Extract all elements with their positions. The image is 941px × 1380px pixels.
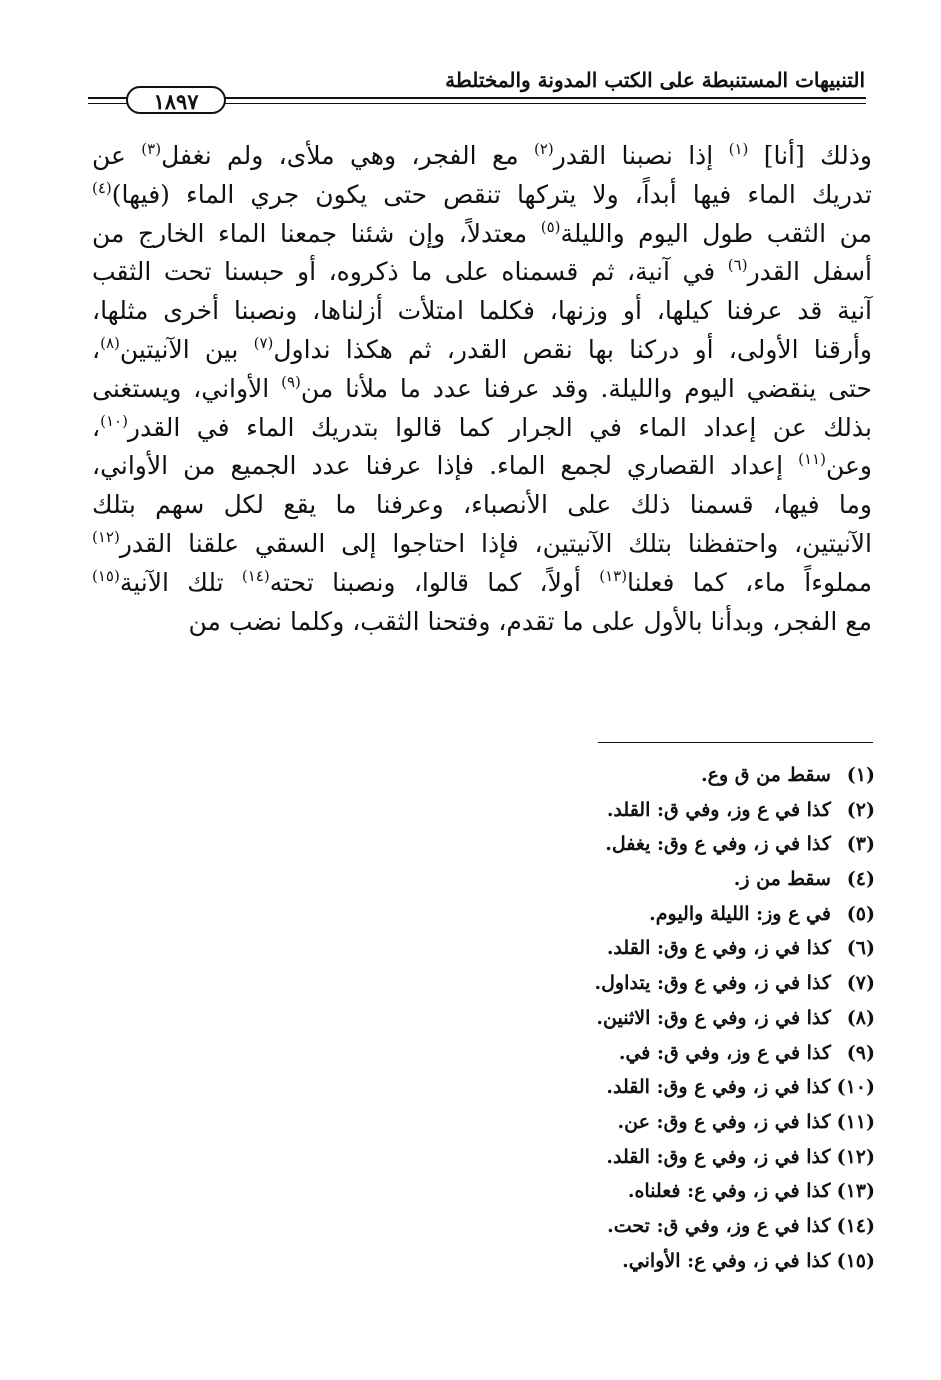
text-line [92,292,872,331]
footnote-marker: (١٢) [92,527,120,546]
footnote-item [420,1001,875,1036]
footnote-item [420,827,875,862]
footnote-marker: (٦) [727,256,748,275]
text-line [92,486,872,525]
footnote-number: (٣) [846,833,875,856]
footnote-text: سقط من ق وع. [701,764,831,786]
page-number: ١٨٩٧ [126,86,226,114]
footnote-number: (٨) [846,1006,875,1029]
footnote-marker: (١٤) [241,566,270,585]
text-segment: أولاً، كما قالوا، ونصبنا تحته [269,567,600,597]
footnote-number: (١٠) [836,1076,875,1099]
text-segment: بذلك عن إعداد الماء في الجرار كما قالوا بتدريك الماء في القدر [127,412,872,442]
footnote-item [420,931,875,966]
text-segment: الأواني، ويستغنى [92,373,282,403]
footnote-text: كذا في ز، وفي ع وق: الاثنين. [596,1006,831,1029]
footnote-text: كذا في ز، وفي ع وق: القلد. [606,937,831,960]
footnote-number: (١) [846,764,875,786]
running-header-title: التنبيهات المستنبطة على الكتب المدونة والمختلطة [445,68,865,92]
footnote-item [420,966,875,1001]
text-line [92,215,872,254]
footnote-item [420,897,875,932]
footnote-number: (١٥) [836,1249,875,1272]
footnote-number: (٧) [846,972,875,995]
text-segment: وما فيها، قسمنا ذلك على الأنصباء، وعرفنا ما يقع لكل سهم بتلك [92,490,872,520]
text-line [92,564,872,603]
footnote-item [420,793,875,828]
text-segment: أسفل القدر [747,257,872,287]
text-segment: معتدلاً، وإن شئنا جمعنا الماء الخارج من [92,218,541,248]
footnote-item [420,1036,875,1071]
footnote-text: كذا في ز، وفي ع وق: القلد. [606,1076,831,1099]
text-line [92,370,872,409]
footnote-number: (٩) [846,1041,875,1064]
footnote-text: كذا في ع وز، وفي ق: تحت. [607,1214,831,1237]
text-segment: ، [92,412,101,442]
text-segment: إذا نصبنا القدر [553,141,729,170]
footnote-item [420,1140,875,1175]
footnote-number: (٤) [846,868,875,891]
text-segment: تلك الآنية [119,567,242,597]
footnote-marker: (١٥) [92,566,120,585]
footnote-number: (١٤) [836,1214,875,1237]
footnote-separator [598,742,873,743]
text-segment: مع الفجر، وهي ملأى، ولم نغفل [161,141,534,170]
text-segment: تدريك الماء فيها أبداً، ولا يتركها تنقص حتى يكون جري الماء (فيها) [111,179,872,209]
text-line [92,447,872,486]
text-segment: من الثقب طول اليوم والليلة [560,218,872,248]
footnote-marker: (٢) [534,140,554,158]
text-line [92,137,872,176]
text-segment: حتى ينقضي اليوم والليلة. وقد عرفنا عدد ما ملأنا من [300,373,872,403]
footnote-number: (١٣) [836,1180,875,1203]
footnote-text: كذا في ز، وفي ع وق: عن. [617,1110,831,1133]
footnote-marker: (٧) [253,333,274,352]
footnote-marker: (٨) [100,333,120,352]
footnote-marker: (٥) [540,217,561,236]
text-segment: مع الفجر، وبدأنا بالأول على ما تقدم، وفتحنا الثقب، وكلما نضب من [188,606,872,636]
text-line [92,176,872,215]
text-line [92,331,872,370]
footnote-item [420,1244,875,1279]
footnote-text: كذا في ز، وفي ع وق: القلد. [606,1145,831,1168]
text-line [92,253,872,292]
text-line [92,409,872,448]
footnote-text: كذا في ز، وفي ع: الأواني. [622,1249,831,1272]
footnote-number: (١١) [836,1110,875,1133]
footnote-item [420,862,875,897]
footnote-item [420,1209,875,1244]
footnote-text: كذا في ز، وفي ع وق: يغفل. [605,833,831,856]
text-line [92,525,872,564]
footnote-item [420,1070,875,1105]
text-segment: وذلك [أنا] [748,141,872,170]
footnote-number: (٢) [846,798,875,821]
footnote-marker: (٩) [281,372,301,391]
footnote-text: كذا في ز، وفي ع: فعلناه. [627,1180,831,1203]
footnotes-list [420,758,875,1278]
text-segment: ، [92,334,101,364]
text-segment: في آنية، ثم قسمناه على ما ذكروه، أو حبسنا تحت الثقب [92,257,728,287]
text-segment: عن [92,141,142,170]
footnote-text: كذا في ع وز، وفي ق: القلد. [606,798,831,821]
footnote-marker: (١) [728,140,749,158]
text-segment: وأرقنا الأولى، أو دركنا بها نقص القدر، ثم هكذا نداول [273,334,872,364]
footnote-marker: (١١) [798,450,826,469]
footnote-text: كذا في ز، وفي ع وق: يتداول. [594,972,831,995]
text-segment: مملوءاً ماء، كما فعلنا [627,567,872,597]
text-segment: وعن [825,451,872,481]
footnote-marker: (٤) [92,178,112,197]
footnote-item [420,1174,875,1209]
footnote-text: كذا في ع وز، وفي ق: في. [618,1041,831,1064]
text-segment: بين الآنيتين [119,334,254,364]
footnote-item [420,1105,875,1140]
footnote-text: سقط من ز. [733,868,831,891]
main-text [92,137,872,641]
footnote-item [420,758,875,793]
text-segment: إعداد القصاري لجمع الماء. فإذا عرفنا عدد الجميع من الأواني، [92,451,799,481]
footnote-number: (٦) [846,937,875,960]
footnote-number: (١٢) [836,1145,875,1168]
footnote-marker: (١٣) [599,566,628,585]
text-segment: آنية قد عرفنا كيلها، أو وزنها، فكلما امتلأت أزلناها، ونصبنا أخرى مثلها، [92,296,872,326]
text-segment: الآنيتين، واحتفظنا بتلك الآنيتين، فإذا احتاجوا إلى السقي علقنا القدر [119,528,872,558]
footnote-text: في ع وز: الليلة واليوم. [649,902,831,925]
footnote-marker: (٣) [141,140,162,158]
text-line [92,603,872,642]
footnote-number: (٥) [846,902,875,925]
footnote-marker: (١٠) [100,411,128,430]
